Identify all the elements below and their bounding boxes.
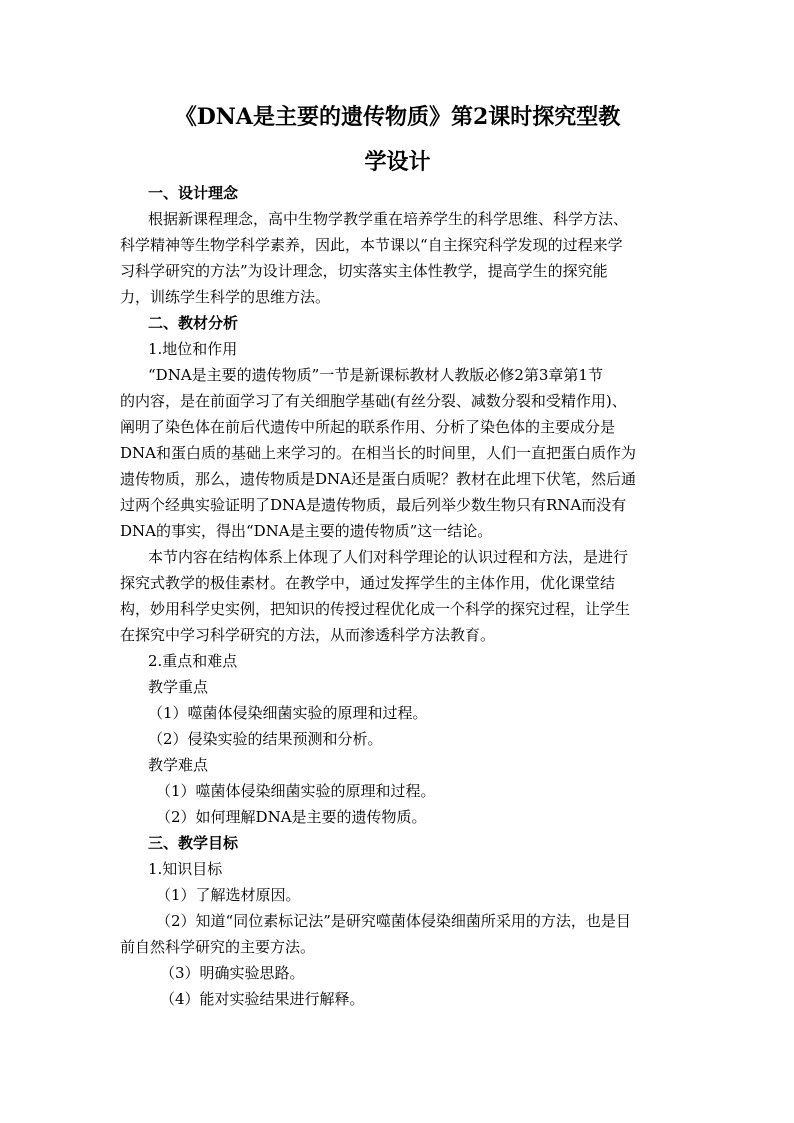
paragraph-line: 在探究中学习科学研究的方法，从而渗透科学方法教育。 bbox=[120, 626, 496, 644]
list-item: （3）明确实验思路。 bbox=[160, 964, 305, 982]
paragraph-line: 的内容，是在前面学习了有关细胞学基础(有丝分裂、减数分裂和受精作用)、 bbox=[120, 392, 627, 410]
document-title-line-2: 学设计 bbox=[364, 149, 431, 175]
section-heading-textbook-analysis: 二、教材分析 bbox=[148, 314, 239, 332]
paragraph-line: 根据新课程理念，高中生物学教学重在培养学生的科学思维、科学方法、 bbox=[148, 210, 629, 228]
paragraph-line: 前自然科学研究的主要方法。 bbox=[120, 938, 316, 956]
subsection-heading: 2.重点和难点 bbox=[148, 652, 238, 670]
section-heading-teaching-objectives: 三、教学目标 bbox=[148, 834, 239, 852]
list-item: （4）能对实验结果进行解释。 bbox=[160, 990, 365, 1008]
paragraph-line: 过两个经典实验证明了DNA是遗传物质，最后列举少数生物只有RNA而没有 bbox=[120, 496, 627, 514]
list-heading: 教学难点 bbox=[148, 756, 209, 774]
paragraph-line: DNA和蛋白质的基础上来学习的。在相当长的时间里，人们一直把蛋白质作为 bbox=[120, 444, 636, 462]
subsection-heading: 1.地位和作用 bbox=[148, 340, 238, 358]
list-item: （1）噬菌体侵染细菌实验的原理和过程。 bbox=[156, 782, 436, 800]
document-body bbox=[120, 180, 675, 1012]
list-item: （1）了解选材原因。 bbox=[156, 886, 301, 904]
paragraph-line: 力，训练学生科学的思维方法。 bbox=[120, 288, 331, 306]
paragraph-line: 构，妙用科学史实例，把知识的传授过程优化成一个科学的探究过程，让学生 bbox=[120, 600, 631, 618]
subsection-heading: 1.知识目标 bbox=[148, 860, 223, 878]
list-item: （1）噬菌体侵染细菌实验的原理和过程。 bbox=[148, 704, 428, 722]
list-heading: 教学重点 bbox=[148, 678, 209, 696]
paragraph-line: 阐明了染色体在前后代遗传中所起的联系作用、分析了染色体的主要成分是 bbox=[120, 418, 616, 436]
paragraph-line: DNA的事实，得出“DNA是主要的遗传物质”这一结论。 bbox=[120, 522, 493, 540]
paragraph-line: 探究式教学的极佳素材。在教学中，通过发挥学生的主体作用，优化课堂结 bbox=[120, 574, 616, 592]
list-item: （2）侵染实验的结果预测和分析。 bbox=[148, 730, 383, 748]
paragraph-line: “DNA是主要的遗传物质”一节是新课标教材人教版必修2第3章第1节 bbox=[148, 366, 603, 384]
paragraph-line: 科学精神等生物学科学素养，因此，本节课以“自主探究科学发现的过程来学 bbox=[120, 236, 623, 254]
section-heading-design-concept: 一、设计理念 bbox=[148, 184, 239, 202]
list-item: （2）知道“同位素标记法”是研究噬菌体侵染细菌所采用的方法，也是目 bbox=[156, 912, 631, 930]
paragraph-line: 本节内容在结构体系上体现了人们对科学理论的认识过程和方法，是进行 bbox=[148, 548, 629, 566]
document-title-line-1: 《DNA是主要的遗传物质》第2课时探究型教 bbox=[174, 104, 621, 130]
list-item: （2）如何理解DNA是主要的遗传物质。 bbox=[156, 808, 427, 826]
paragraph-line: 习科学研究的方法”为设计理念，切实落实主体性教学，提高学生的探究能 bbox=[120, 262, 608, 280]
paragraph-line: 遗传物质，那么，遗传物质是DNA还是蛋白质呢？教材在此埋下伏笔，然后通 bbox=[120, 470, 636, 488]
